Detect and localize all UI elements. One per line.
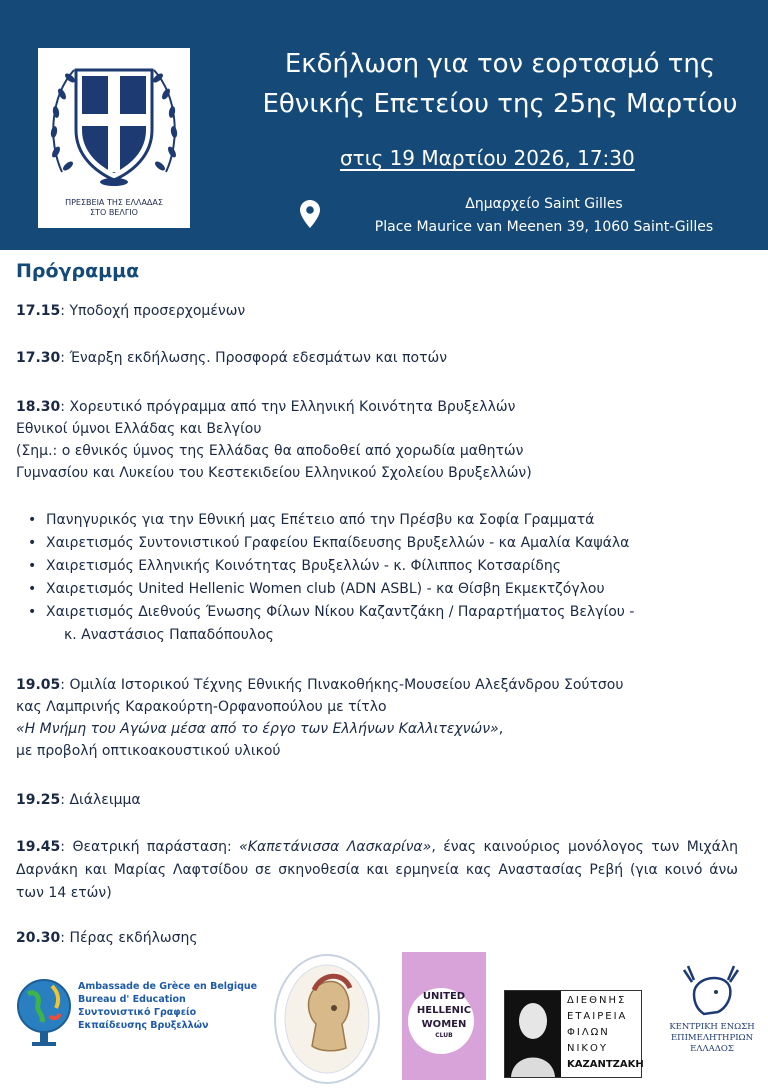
program-item [16, 928, 198, 949]
program-note: Γυμνασίου και Λυκείου του Κεστεκιδείου Ελληνικού Σχολείου Βρυξελλών) [16, 465, 532, 481]
program-text: : Θεατρική παράσταση: [60, 839, 240, 855]
logo-text: Ambassade de Grèce en Belgique [78, 981, 258, 992]
program-text: : Υποδοχή προσερχομένων [60, 303, 246, 319]
program-note: (Σημ.: ο εθνικός ύμνος της Ελλάδας θα αποδοθεί από χορωδία μαθητών [16, 443, 524, 459]
program-item [16, 790, 141, 811]
globe-icon [14, 970, 74, 1050]
program-text: με προβολή οπτικοακουστικού υλικού [16, 743, 281, 759]
program-text: κας Λαμπρινής Καρακούρτη-Ορφανοπούλου με τίτλο [16, 699, 387, 715]
program-time: 17.15 [16, 303, 61, 319]
venue-street: Place Maurice van Meenen 39, 1060 Saint-Gilles [374, 219, 714, 235]
logo-text: Bureau d' Education [78, 994, 186, 1005]
header-banner [0, 0, 768, 250]
program-time: 20.30 [16, 930, 61, 946]
program-time: 17.30 [16, 350, 61, 366]
lecture-title: «Η Μνήμη του Αγώνα μέσα από το έργο των Ελλήνων Καλλιτεχνών» [16, 721, 499, 737]
list-item-continuation: κ. Αναστάσιος Παπαδόπουλος [64, 627, 274, 643]
program-item [16, 301, 245, 322]
program-text: , ένας καινούριος μονόλογος των Μιχάλη Δαρνάκη και Μαρίας Λαφτσίδου σε σκηνοθεσία και ερμηνεία κας Αναστασίας Ρεβή (για κοινό άνω των 14 ετών) [16, 839, 739, 901]
chambers-union-logo [660, 964, 764, 1074]
punctuation: , [498, 721, 504, 737]
logo-text: ΝΙΚΟΥ [567, 1043, 608, 1054]
logo-text: CLUB [435, 1032, 453, 1039]
list-item: • Πανηγυρικός για την Εθνική μας Επέτειο από την Πρέσβυ κα Σοφία Γραμματά [28, 509, 634, 532]
logo-text: ΕΤΑΙΡΕΙΑ [567, 1011, 628, 1022]
sponsor-logos [0, 950, 768, 1086]
united-hellenic-women-logo [402, 952, 486, 1080]
program-time: 18.30 [16, 399, 61, 415]
list-item: • Χαιρετισμός Ελληνικής Κοινότητας Βρυξελλών - κ. Φίλιππος Κοτσαρίδης [28, 555, 634, 578]
logo-text: HELLENIC [416, 1005, 472, 1016]
logo-text: ΕΠΙΜΕΛΗΤΗΡΙΩΝ [670, 1033, 754, 1043]
list-item: • Χαιρετισμός Διεθνούς Ένωσης Φίλων Νίκου Καζαντζάκη / Παραρτήματος Βελγίου - [28, 601, 634, 624]
title-line: Εκδήλωση για τον εορτασμό της [284, 49, 716, 79]
kazantzakis-portrait [505, 991, 561, 1077]
program-heading: Πρόγραμμα [16, 260, 140, 282]
logo-text: ΚΑΖΑΝΤΖΑΚΗ [567, 1059, 644, 1070]
program-time: 19.05 [16, 677, 61, 693]
coat-of-arms-icon [44, 52, 184, 198]
education-office-logo [14, 970, 264, 1050]
program-item [16, 674, 623, 762]
emblem-caption [38, 198, 190, 218]
program-text: : Ομιλία Ιστορικού Τέχνης Εθνικής Πινακοθήκης-Μουσείου Αλεξάνδρου Σούτσου [60, 677, 624, 693]
program-time: 19.45 [16, 839, 61, 855]
logo-text: WOMEN [421, 1019, 467, 1030]
program-text: : Διάλειμμα [60, 792, 141, 808]
list-item: • Χαιρετισμός United Hellenic Women club (ADN ASBL) - κα Θίσβη Εκμεκτζόγλου [28, 578, 634, 601]
logo-text: ΚΕΝΤΡΙΚΗ ΕΝΩΣΗ [669, 1022, 755, 1032]
embassy-emblem [38, 48, 190, 228]
location-pin-icon [300, 200, 320, 228]
athena-seal-icon [272, 952, 382, 1086]
logo-text: Συντονιστικό Γραφείο [78, 1007, 197, 1018]
program-text: : Πέρας εκδήλωσης [60, 930, 198, 946]
program-item [16, 396, 532, 484]
venue-address [334, 193, 754, 239]
logo-text: Εκπαίδευσης Βρυξελλών [78, 1020, 209, 1031]
logo-text: ΦΙΛΩΝ [567, 1027, 610, 1038]
program-text: Εθνικοί ύμνοι Ελλάδας και Βελγίου [16, 421, 262, 437]
emblem-caption-line: ΠΡΕΣΒΕΙΑ ΤΗΣ ΕΛΛΑΔΑΣ [65, 198, 163, 207]
logo-text: ΔΙΕΘΝΗΣ [567, 995, 627, 1006]
venue-name: Δημαρχείο Saint Gilles [465, 196, 623, 212]
title-line: Εθνικής Επετείου της 25ης Μαρτίου [262, 89, 738, 119]
program-time: 19.25 [16, 792, 61, 808]
play-title: «Καπετάνισσα Λασκαρίνα» [239, 839, 432, 855]
event-title [230, 44, 768, 124]
speeches-list [28, 509, 634, 647]
logo-text: ΕΛΛΑΔΟΣ [690, 1044, 734, 1054]
greek-community-seal [272, 952, 382, 1086]
event-date: στις 19 Μαρτίου 2026, 17:30 [340, 146, 635, 170]
program-item [16, 836, 738, 905]
program-text: : Χορευτικό πρόγραμμα από την Ελληνική Κοινότητα Βρυξελλών [60, 399, 516, 415]
list-item: • Χαιρετισμός Συντονιστικού Γραφείου Εκπαίδευσης Βρυξελλών - κα Αμαλία Καψάλα [28, 532, 634, 555]
logo-text: UNITED [422, 991, 466, 1002]
program-text: : Έναρξη εκδήλωσης. Προσφορά εδεσμάτων και ποτών [60, 350, 448, 366]
hermes-head-icon [682, 964, 742, 1020]
kazantzakis-society-logo [504, 990, 642, 1078]
program-item [16, 348, 447, 369]
emblem-caption-line: ΣΤΟ ΒΕΛΓΙΟ [90, 208, 138, 217]
